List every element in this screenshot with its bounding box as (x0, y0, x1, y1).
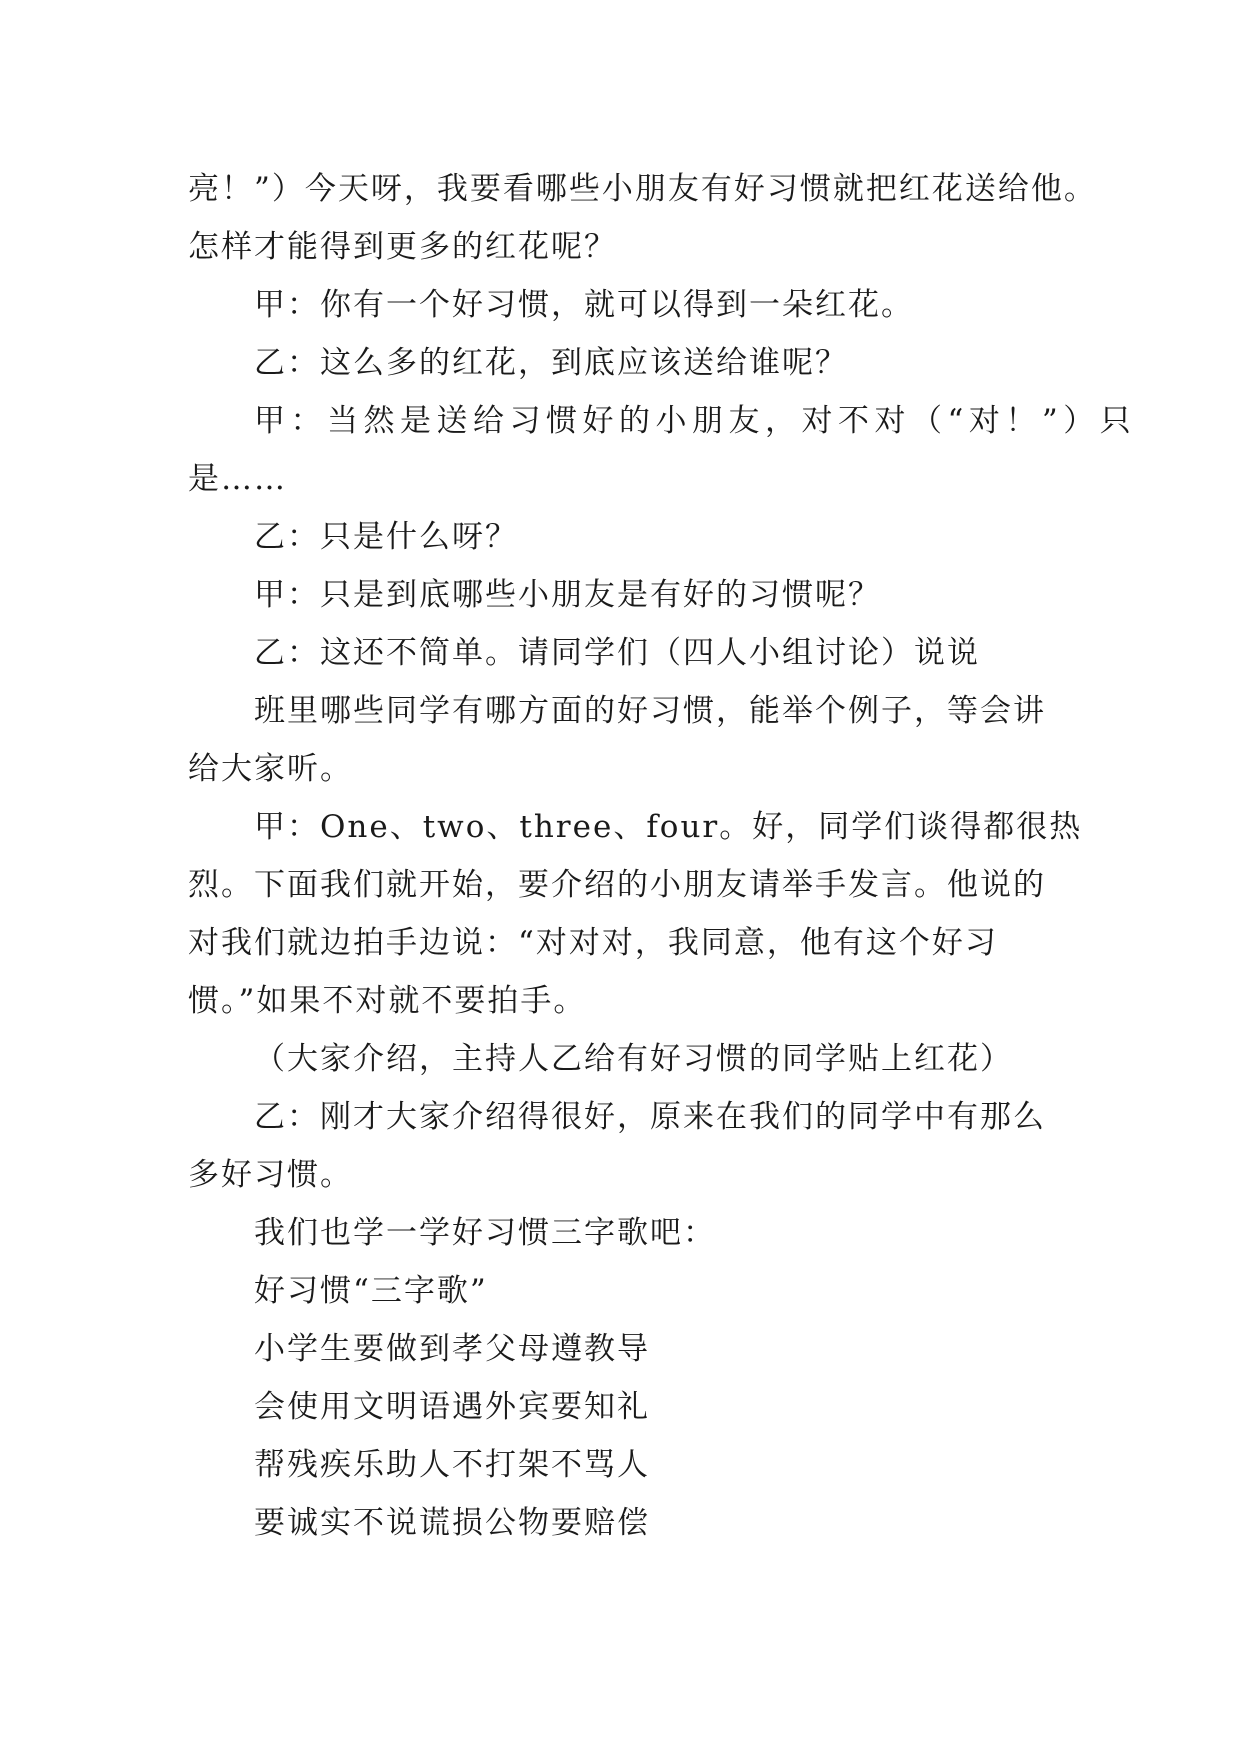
text-line: 怎样才能得到更多的红花呢？ (188, 229, 617, 265)
text-line: 帮残疾乐助人不打架不骂人 (254, 1447, 650, 1483)
text-line: 惯。”如果不对就不要拍手。 (188, 983, 587, 1019)
text-line: 给大家听。 (188, 751, 353, 787)
text-line: 乙：这么多的红花，到底应该送给谁呢？ (254, 345, 848, 381)
text-line: 亮！”）今天呀，我要看哪些小朋友有好习惯就把红花送给他。 (188, 171, 1097, 207)
text-line: 甲：你有一个好习惯，就可以得到一朵红花。 (254, 287, 914, 323)
text-line: 乙：刚才大家介绍得很好，原来在我们的同学中有那么 (254, 1099, 1046, 1135)
text-line: 好习惯“三字歌” (254, 1273, 488, 1309)
text-line: （大家介绍，主持人乙给有好习惯的同学贴上红花） (254, 1041, 1013, 1077)
text-line: 是…… (188, 461, 287, 497)
text-line: 甲：当然是送给习惯好的小朋友，对不对（“对！”）只 (254, 403, 1137, 439)
text-line: 对我们就边拍手边说：“对对对，我同意，他有这个好习 (188, 925, 998, 961)
text-line: 会使用文明语遇外宾要知礼 (254, 1389, 650, 1425)
text-line: 甲：只是到底哪些小朋友是有好的习惯呢？ (254, 577, 881, 613)
document-body (188, 160, 1137, 1552)
text-line: 乙：这还不简单。请同学们（四人小组讨论）说说 (254, 635, 980, 671)
text-line: 班里哪些同学有哪方面的好习惯，能举个例子，等会讲 (254, 693, 1046, 729)
text-line: 乙：只是什么呀？ (254, 519, 518, 555)
text-line: 烈。下面我们就开始，要介绍的小朋友请举手发言。他说的 (188, 867, 1046, 903)
text-line: 多好习惯。 (188, 1157, 353, 1193)
text-line: 小学生要做到孝父母遵教导 (254, 1331, 650, 1367)
text-line: 甲：One、two、three、four。好，同学们谈得都很热 (254, 809, 1083, 845)
text-line: 我们也学一学好习惯三字歌吧： (254, 1215, 716, 1251)
text-line: 要诚实不说谎损公物要赔偿 (254, 1505, 650, 1541)
